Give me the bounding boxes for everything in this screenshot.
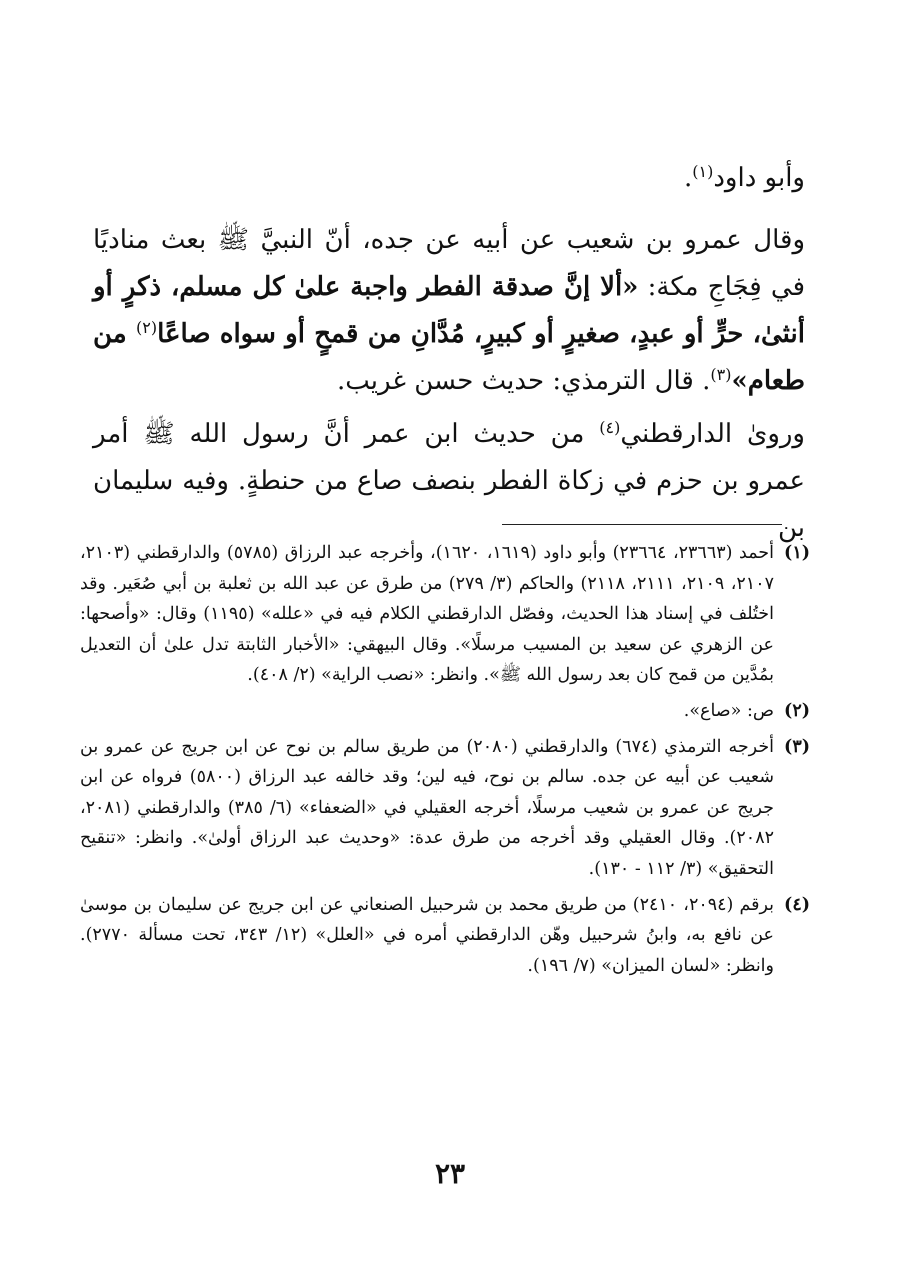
paragraph-text: من حديث ابن عمر أنَّ رسول الله ﷺ أمر عمرو بن حزم في زكاة الفطر بنصف صاع من حنطةٍ. وفيه سليمان بن (93, 419, 805, 543)
page-number: ٢٣ (434, 1157, 466, 1190)
footnote-text: أحمد (٢٣٦٦٣، ٢٣٦٦٤) وأبو داود (١٦١٩، ١٦٢٠)، وأخرجه عبد الرزاق (٥٧٨٥) والدارقطني (٢١٠٣، ٢١٠٧، ٢١٠٩، ٢١١١، ٢١١٨) والحاكم (٣/ ٢٧٩) من طرق عن عبد الله بن ثعلبة بن أبي صُعَير. وقد اختُلف في إسناد هذا الحديث، وفصّل الدارقطني الكلام فيه في «علله» (١١٩٥) وقال: «وأصحها: عن الزهري عن سعيد بن المسيب مرسلًا». وقال البيهقي: «الأخبار الثابتة تدل علىٰ أن التعديل بمُدَّين من قمح كان بعد رسول الله ﷺ». وانظر: «نصب الراية» (٢/ ٤٠٨). (80, 543, 774, 686)
footnotes (80, 538, 810, 986)
footnote-ref-2[interactable]: (٢) (136, 318, 158, 337)
footnote-number: (٢) (784, 700, 810, 721)
hadith-text: «ألا إنَّ صدقة الفطر واجبة علىٰ كل مسلم، ذكرٍ أو أنثىٰ، حرٍّ أو عبدٍ، صغيرٍ أو كبيرٍ، مُدَّانِ من قمحٍ أو سواه صاعًا (93, 272, 805, 349)
paragraph-text: وأبو داود (713, 163, 805, 193)
paragraph-amr-hadith (93, 217, 805, 405)
hadith-text-end: من طعام» (93, 319, 805, 396)
paragraph-intro: وقال عمرو بن شعيب عن أبيه عن جده، أنّ النبيَّ ﷺ بعث مناديًا في فِجَاجِ مكة: (93, 225, 805, 302)
footnote-ref-3[interactable]: (٣) (710, 365, 732, 384)
footnote-3 (80, 732, 810, 885)
footnote-number: (٤) (784, 894, 810, 915)
footnote-ref-1[interactable]: (١) (692, 162, 714, 181)
paragraph-daraqutni (93, 411, 805, 552)
footnote-ref-4[interactable]: (٤) (599, 418, 621, 437)
footnote-1 (80, 538, 810, 691)
footnote-number: (١) (784, 543, 810, 563)
paragraph-outro: . قال الترمذي: حديث حسن غريب. (337, 366, 711, 396)
paragraph-abu-dawud (93, 155, 805, 202)
footnote-text: أخرجه الترمذي (٦٧٤) والدارقطني (٢٠٨٠) من طريق سالم بن نوح عن ابن جريج عن عمرو بن شعيب عن أبيه عن جده. سالم بن نوح، فيه لين؛ وقد خالفه عبد الرزاق (٥٨٠٠) فرواه عن ابن جريج عن عمرو بن شعيب مرسلًا، أخرجه العقيلي في «الضعفاء» (٦/ ٣٨٥) والدارقطني (٢٠٨١، ٢٠٨٢). وقال العقيلي وقد أخرجه من طرق عدة: «وحديث عبد الرزاق أولىٰ». وانظر: «تنقيح التحقيق» (٣/ ١١٢ - ١٣٠). (80, 736, 774, 879)
footnote-2 (80, 696, 810, 727)
paragraph-intro: وروىٰ الدارقطني (620, 419, 805, 449)
footnote-text: برقم (٢٠٩٤، ٢٤١٠) من طريق محمد بن شرحبيل الصنعاني عن ابن جريج عن سليمان بن موسىٰ عن نافع به، وابنُ شرحبيل وهّن الدارقطني أمره في «العلل» (١٢/ ٣٤٣، تحت مسألة ٢٧٧٠). وانظر: «لسان الميزان» (٧/ ١٩٦). (80, 894, 774, 976)
footnote-separator (502, 524, 782, 525)
footnote-4 (80, 890, 810, 982)
footnote-text: ص: «صاع». (683, 700, 774, 721)
footnote-number: (٣) (784, 736, 810, 757)
paragraph-end: . (683, 163, 693, 193)
